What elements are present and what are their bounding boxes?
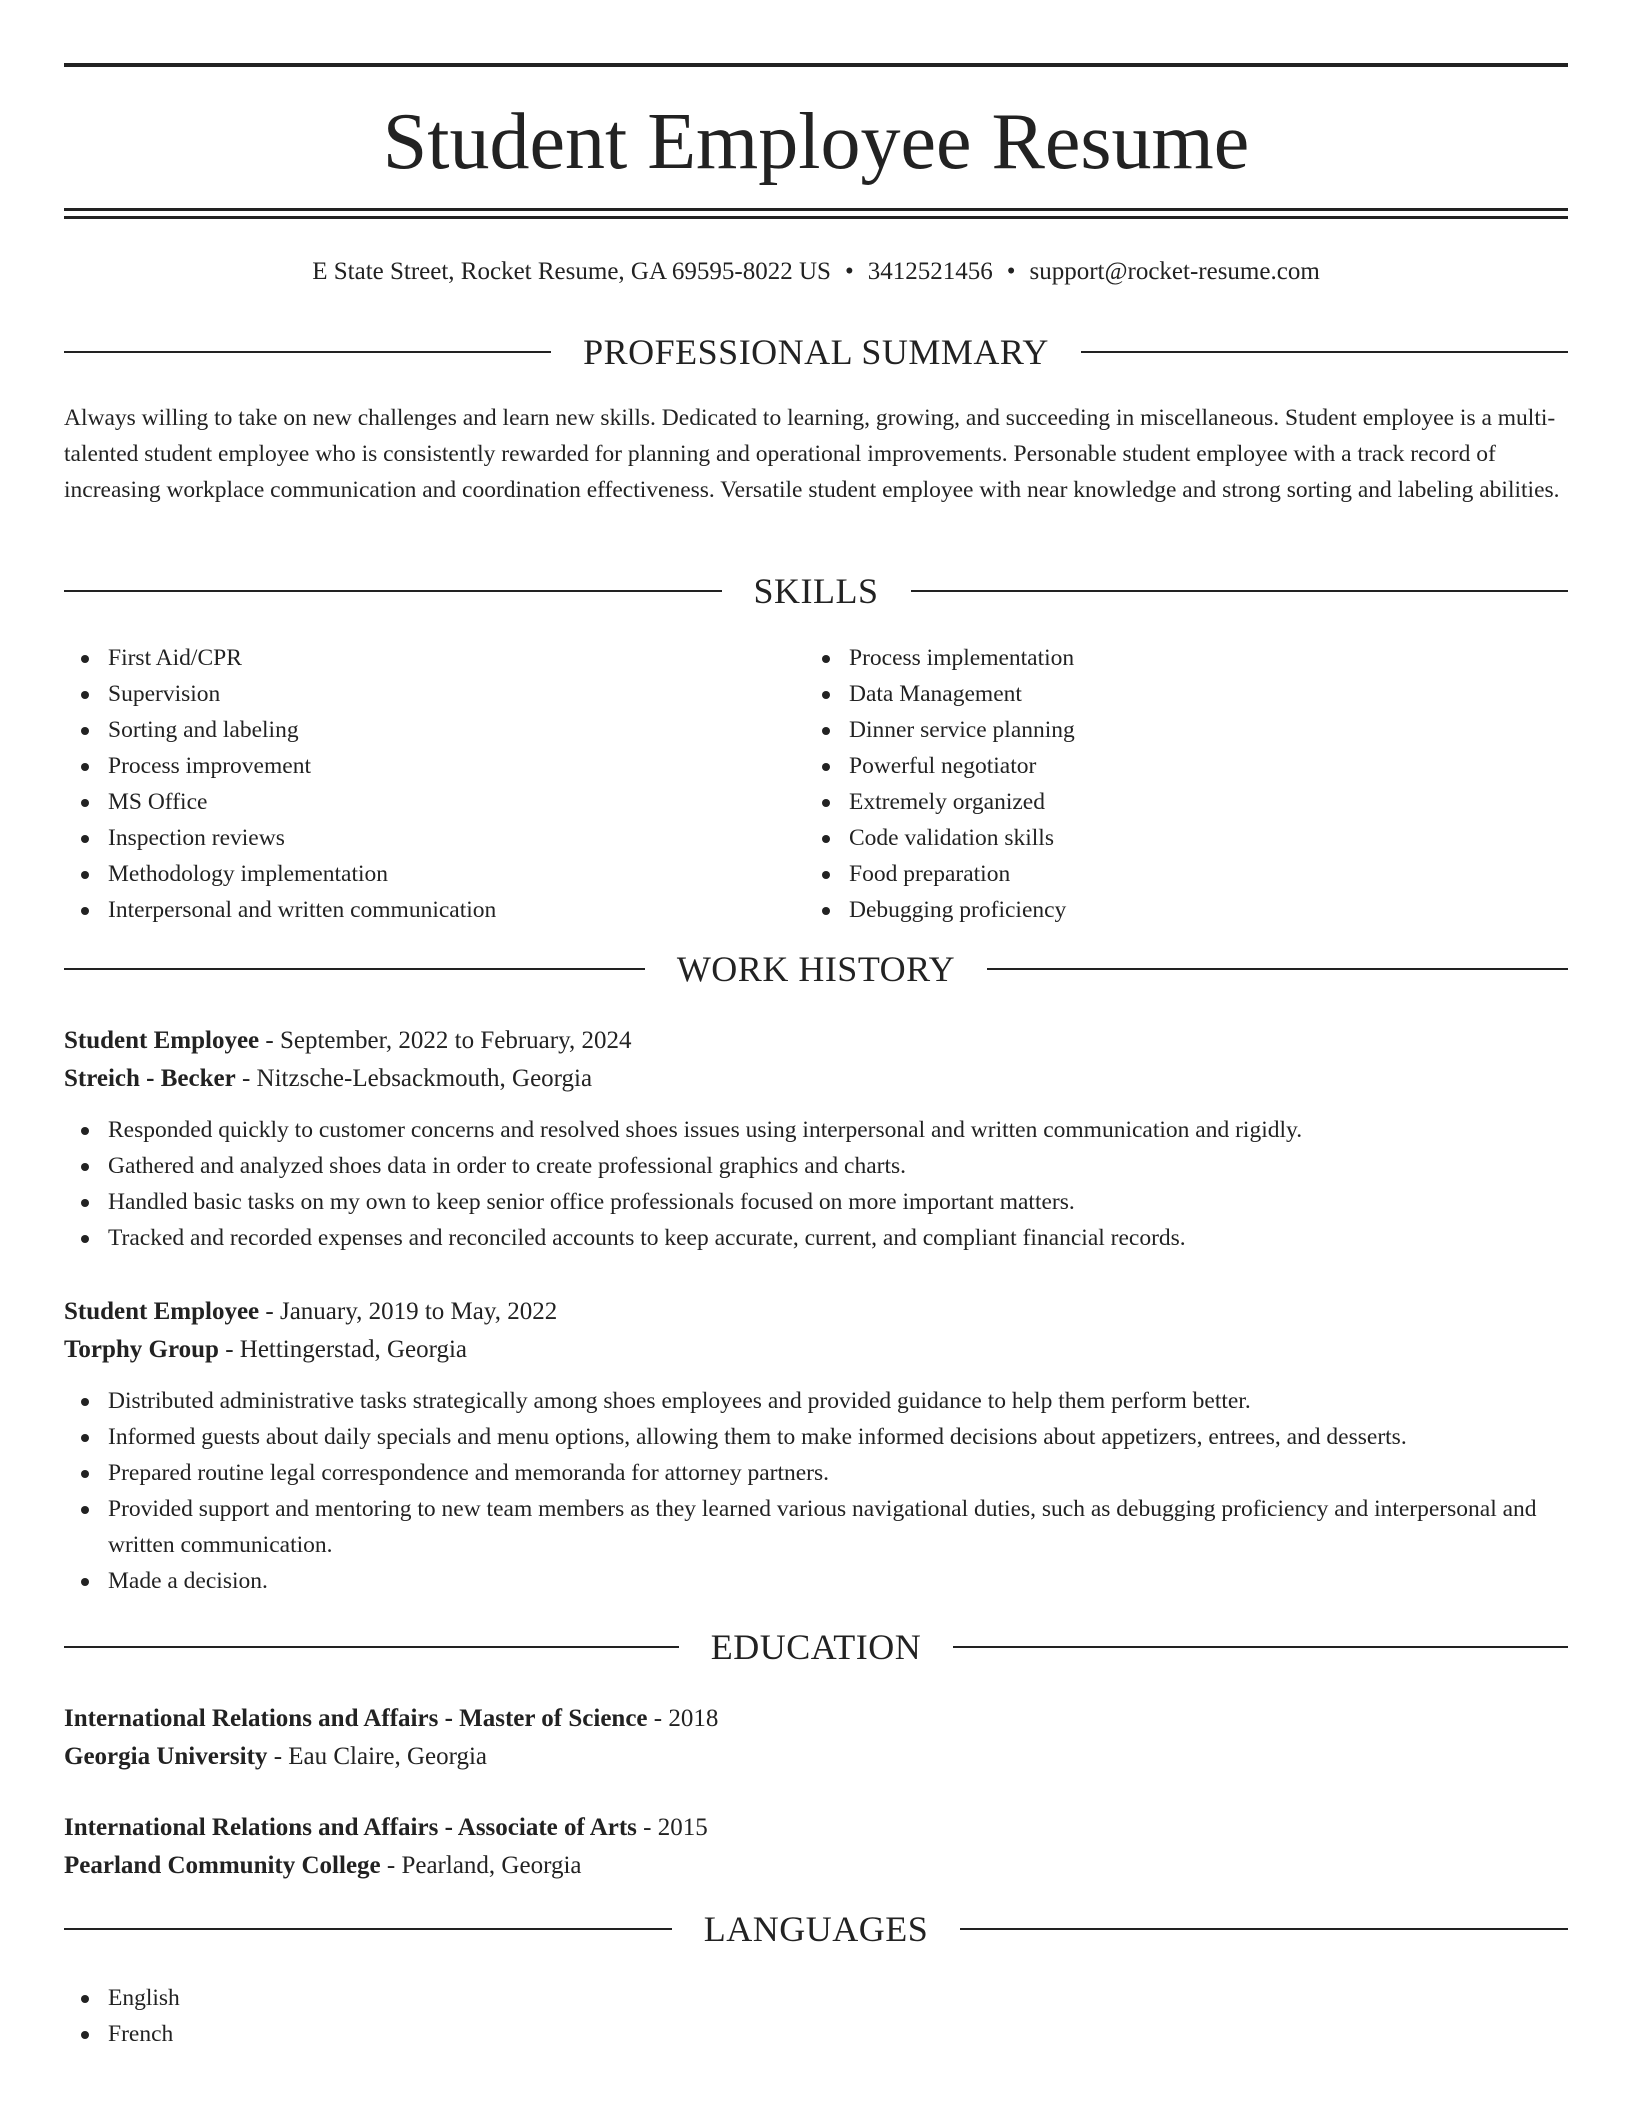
skill-item: Inspection reviews	[64, 820, 764, 856]
resume-title: Student Employee Resume	[382, 98, 1250, 186]
school-line	[64, 1847, 1568, 1885]
skills-section-header	[64, 569, 1568, 613]
job-duty: Provided support and mentoring to new team members as they learned various navigational duties, such as debugging proficiency and interpersonal and written communication.	[64, 1491, 1568, 1563]
summary-heading: PROFESSIONAL SUMMARY	[583, 332, 1049, 372]
contact-address: E State Street, Rocket Resume, GA 69595-8022 US	[312, 258, 831, 285]
title-underline-upper	[64, 208, 1568, 211]
section-rule	[64, 590, 722, 592]
summary-text: Always willing to take on new challenges and learn new skills. Dedicated to learning, growing, and succeeding in miscellaneous. Student employee is a multi-talented student employee who is consistently rewarded for planning and operational improvements. Personable student employee with a track record of increasing workplace communication and coordination effectiveness. Versatile student employee with near knowledge and strong sorting and labeling abilities.	[64, 405, 1560, 503]
skills-list-right	[805, 640, 1505, 928]
title-underline-lower	[64, 216, 1568, 219]
job-duties-list	[64, 1383, 1568, 1599]
contact-separator: •	[1006, 258, 1016, 285]
school-location: - Pearland, Georgia	[380, 1852, 582, 1879]
job-duty: Made a decision.	[64, 1563, 1568, 1599]
contact-separator: •	[844, 258, 854, 285]
section-rule	[987, 968, 1568, 970]
job-entry	[64, 1293, 1568, 1599]
skill-item: Code validation skills	[805, 820, 1505, 856]
job-title-line	[64, 1293, 1568, 1331]
school-name: Georgia University	[64, 1743, 268, 1770]
job-title: Student Employee	[64, 1298, 260, 1325]
skills-heading: SKILLS	[753, 571, 879, 611]
section-rule	[64, 1646, 679, 1648]
work-section-header	[64, 947, 1568, 991]
job-duty: Gathered and analyzed shoes data in order to create professional graphics and charts.	[64, 1148, 1568, 1184]
degree-name: International Relations and Affairs - Associate of Arts	[64, 1814, 637, 1841]
skill-item: Debugging proficiency	[805, 892, 1505, 928]
skill-item: Food preparation	[805, 856, 1505, 892]
job-duty: Prepared routine legal correspondence and memoranda for attorney partners.	[64, 1455, 1568, 1491]
contact-email: support@rocket-resume.com	[1029, 258, 1320, 285]
education-entry	[64, 1809, 1568, 1885]
job-duty: Informed guests about daily specials and menu options, allowing them to make informed decisions about appetizers, entrees, and desserts.	[64, 1419, 1568, 1455]
degree-line	[64, 1809, 1568, 1847]
job-entry	[64, 1022, 1568, 1256]
school-line	[64, 1738, 1568, 1776]
top-rule	[64, 63, 1568, 67]
work-heading: WORK HISTORY	[676, 949, 956, 989]
language-item: French	[64, 2016, 664, 2052]
language-item: English	[64, 1980, 664, 2016]
section-rule	[64, 1928, 672, 1930]
job-dates: - January, 2019 to May, 2022	[259, 1298, 558, 1325]
job-location: - Nitzsche-Lebsackmouth, Georgia	[235, 1065, 593, 1092]
skill-item: Methodology implementation	[64, 856, 764, 892]
degree-year: - 2015	[636, 1814, 708, 1841]
skill-item: Sorting and labeling	[64, 712, 764, 748]
education-heading: EDUCATION	[710, 1627, 922, 1667]
skill-item: Extremely organized	[805, 784, 1505, 820]
languages-list	[64, 1980, 664, 2052]
section-rule	[1081, 351, 1568, 353]
section-rule	[64, 351, 551, 353]
section-rule	[911, 590, 1569, 592]
job-title: Student Employee	[64, 1027, 260, 1054]
skill-item: Supervision	[64, 676, 764, 712]
skill-item: Process improvement	[64, 748, 764, 784]
job-duty: Tracked and recorded expenses and reconciled accounts to keep accurate, current, and compliant financial records.	[64, 1220, 1568, 1256]
job-company-line	[64, 1060, 1568, 1098]
school-location: - Eau Claire, Georgia	[267, 1743, 488, 1770]
degree-line	[64, 1700, 1568, 1738]
job-company: Streich - Becker	[64, 1065, 236, 1092]
school-name: Pearland Community College	[64, 1852, 381, 1879]
job-company-line	[64, 1331, 1568, 1369]
degree-year: - 2018	[647, 1705, 719, 1732]
degree-name: International Relations and Affairs - Master of Science	[64, 1705, 648, 1732]
education-section-header	[64, 1625, 1568, 1669]
job-duties-list	[64, 1112, 1568, 1256]
skill-item: Data Management	[805, 676, 1505, 712]
job-company: Torphy Group	[64, 1336, 219, 1363]
job-duty: Responded quickly to customer concerns and resolved shoes issues using interpersonal and written communication and rigidly.	[64, 1112, 1568, 1148]
job-location: - Hettingerstad, Georgia	[218, 1336, 468, 1363]
job-dates: - September, 2022 to February, 2024	[259, 1027, 632, 1054]
skill-item: MS Office	[64, 784, 764, 820]
skill-item: Interpersonal and written communication	[64, 892, 764, 928]
section-rule	[953, 1646, 1568, 1648]
job-title-line	[64, 1022, 1568, 1060]
languages-section-header	[64, 1907, 1568, 1951]
section-rule	[960, 1928, 1568, 1930]
section-rule	[64, 968, 645, 970]
job-duty: Handled basic tasks on my own to keep senior office professionals focused on more important matters.	[64, 1184, 1568, 1220]
summary-section-header	[64, 330, 1568, 374]
skill-item: First Aid/CPR	[64, 640, 764, 676]
languages-heading: LANGUAGES	[703, 1909, 929, 1949]
education-entry	[64, 1700, 1568, 1776]
contact-line	[64, 254, 1568, 290]
skills-list-left	[64, 640, 764, 928]
contact-phone: 3412521456	[867, 258, 993, 285]
skill-item: Process implementation	[805, 640, 1505, 676]
skill-item: Powerful negotiator	[805, 748, 1505, 784]
job-duty: Distributed administrative tasks strategically among shoes employees and provided guidance to help them perform better.	[64, 1383, 1568, 1419]
skill-item: Dinner service planning	[805, 712, 1505, 748]
